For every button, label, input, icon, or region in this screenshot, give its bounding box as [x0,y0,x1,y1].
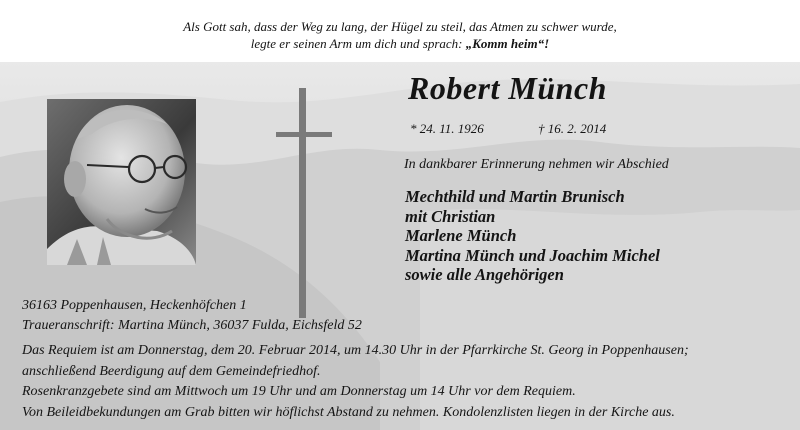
address-block [22,296,362,336]
mourner-line: mit Christian [405,206,496,226]
portrait-illustration [47,99,196,265]
condolence-address-line: Traueranschrift: Martina Münch, 36037 Fulda, Eichsfeld 52 [22,318,362,333]
quote-line-2-text: legte er seinen Arm um dich und sprach: [250,36,466,51]
quote-block [0,18,800,52]
deceased-name: Robert Münch [408,70,607,106]
mourner-line: Martina Münch und Joachim Michel [405,245,660,265]
mourner-line: Mechthild und Martin Brunisch [405,187,625,206]
mourner-line: Marlene Münch [405,226,517,245]
funeral-notice [22,341,792,423]
notice-line-2: anschließend Beerdigung auf dem Gemeindefriedhof. [22,363,321,379]
location-line: 36163 Poppenhausen, Heckenhöfchen 1 [22,298,247,313]
notice-line-3: Rosenkranzgebete sind am Mittwoch um 19 Uhr und am Donnerstag um 14 Uhr vor dem Requiem. [22,384,576,399]
birth-date: * 24. 11. 1926 [410,121,484,136]
quote-line-1: Als Gott sah, dass der Weg zu lang, der Hügel zu steil, das Atmen zu schwer wurde, [183,19,617,34]
death-date: † 16. 2. 2014 [538,121,607,136]
notice-line-1: Das Requiem ist am Donnerstag, dem 20. Februar 2014, um 14.30 Uhr in der Pfarrkirche St. Georg in Poppenhausen; [22,343,689,358]
mourner-line: sowie alle Angehörigen [405,265,564,284]
quote-emphasis: „Komm heim“! [465,36,550,51]
memory-text: In dankbarer Erinnerung nehmen wir Abschied [404,157,669,172]
quote-line-2 [0,35,800,52]
portrait-photo [47,99,196,265]
notice-line-4: Von Beileidbekundungen am Grab bitten wir höflichst Abstand zu nehmen. Kondolenzlisten liegen in der Kirche aus. [22,404,675,420]
mourners-list [405,187,660,285]
